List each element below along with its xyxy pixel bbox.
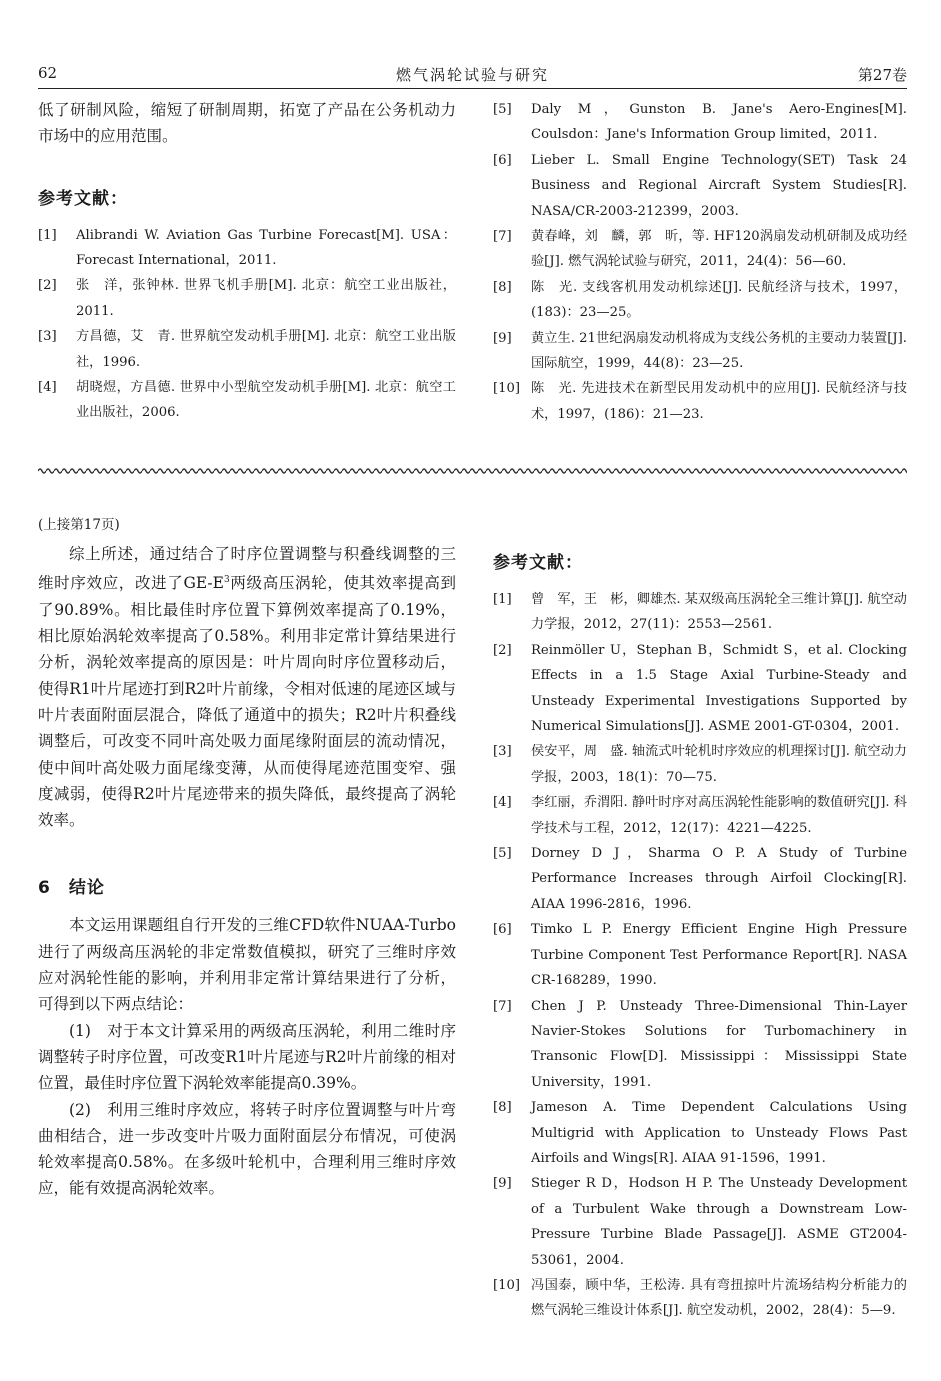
page-number: 62	[38, 64, 58, 82]
reference-item	[493, 224, 907, 275]
reference-number: [9]	[493, 1176, 512, 1192]
summary-text-a: 综上所述，通过结合了时序位置调整与积叠线调整的三维时序效应，改进了GE-E	[38, 545, 456, 593]
reference-number: [2]	[38, 278, 57, 294]
summary-paragraph	[38, 541, 456, 833]
reference-item	[493, 97, 907, 148]
reference-number: [4]	[38, 380, 57, 396]
reference-list-top-left	[38, 223, 456, 426]
references-title: 参考文献：	[38, 188, 128, 209]
reference-text: 曾 军，王 彬，卿雄杰. 某双级高压涡轮全三维计算[J]. 航空动力学报，2012，27(11)：2553—2561.	[531, 592, 907, 633]
reference-text: Alibrandi W. Aviation Gas Turbine Forecast[M]. USA：Forecast International，2011.	[76, 227, 456, 268]
reference-item	[493, 326, 907, 377]
continuation-paragraph: 低了研制风险，缩短了研制周期，拓宽了产品在公务机动力市场中的应用范围。	[38, 101, 456, 146]
reference-text: Stieger R D，Hodson H P. The Unsteady Development of a Turbulent Wake through a Downstream Low-Pressure Turbine Blade Passage[J]. ASME GT2004-53061，2004.	[531, 1176, 907, 1268]
reference-item	[493, 275, 907, 326]
reference-text: 冯国泰，顾中华，王松涛. 具有弯扭掠叶片流场结构分析能力的燃气涡轮三维设计体系[J]. 航空发动机，2002，28(4)：5—9.	[531, 1277, 907, 1319]
reference-number: [8]	[493, 279, 512, 295]
bottom-right-column	[493, 548, 907, 1324]
reference-item	[493, 587, 907, 638]
reference-item	[493, 1095, 907, 1171]
reference-item	[493, 148, 907, 224]
header-rule	[38, 88, 907, 89]
reference-number: [10]	[493, 381, 521, 397]
reference-item	[493, 638, 907, 740]
reference-item	[493, 1171, 907, 1273]
reference-text: 方昌德，艾 青. 世界航空发动机手册[M]. 北京：航空工业出版社，1996.	[76, 329, 456, 370]
section-title-conclusion: 6 结论	[38, 878, 105, 899]
reference-text: 陈 光. 先进技术在新型民用发动机中的应用[J]. 民航经济与技术，1997，(186)：21—23.	[531, 381, 907, 422]
reference-text: Reinmöller U，Stephan B，Schmidt S，et al. Clocking Effects in a 1.5 Stage Axial Turbine-Steady and Unsteady Experimental Investigations Supported by Numerical Simulations[J]. ASME 2001-GT-0304，2001.	[531, 642, 907, 735]
reference-number: [7]	[493, 229, 512, 245]
bottom-left-column	[38, 513, 456, 1202]
reference-text: Jameson A. Time Dependent Calculations Using Multigrid with Application to Unsteady Flows Past Airfoils and Wings[R]. AIAA 91-1596，1991.	[531, 1100, 907, 1166]
reference-number: [3]	[38, 329, 57, 345]
summary-text-b: 两级高压涡轮，使其效率提高到了90.89%。相比最佳时序位置下算例效率提高了0.19%，相比原始涡轮效率提高了0.58%。利用非定常计算结果进行分析，涡轮效率提高的原因是：叶片周向时序位置移动后，使得R1叶片尾迹打到R2叶片前缘，令相对低速的尾迹区域与叶片表面附面层混合，降低了通道中的损失；R2叶片积叠线调整后，可改变不同叶高处吸力面尾缘附面层的流动情况，使中间叶高处吸力面尾缘变薄，从而使得尾迹范围变窄、强度减弱，使得R2叶片尾迹带来的损失降低，最终提高了涡轮效率。	[38, 574, 456, 830]
reference-number: [8]	[493, 1100, 512, 1116]
running-header	[38, 64, 907, 86]
reference-text: 侯安平，周 盛. 轴流式叶轮机时序效应的机理探讨[J]. 航空动力学报，2003，18(1)：70—75.	[531, 744, 907, 785]
reference-item	[493, 994, 907, 1096]
reference-number: [2]	[493, 642, 512, 658]
reference-item	[493, 790, 907, 841]
reference-number: [6]	[493, 922, 512, 938]
reference-number: [6]	[493, 152, 512, 168]
reference-item	[38, 273, 456, 324]
conclusion-paragraph: 本文运用课题组自行开发的三维CFD软件NUAA-Turbo进行了两级高压涡轮的非定常数值模拟，研究了三维时序效应对涡轮性能的影响，并利用非定常计算结果进行了分析，可得到以下两点结论：	[38, 916, 456, 1014]
reference-number: [10]	[493, 1277, 521, 1293]
reference-list-top-right	[493, 97, 907, 427]
decorative-divider	[38, 466, 907, 476]
reference-number: [1]	[493, 592, 512, 607]
volume-label: 第27卷	[857, 66, 907, 84]
continuation-note: (上接第17页)	[38, 517, 120, 533]
reference-item	[493, 917, 907, 993]
reference-item	[493, 739, 907, 790]
reference-text: 胡晓煜，方昌德. 世界中小型航空发动机手册[M]. 北京：航空工业出版社，2006.	[76, 380, 456, 421]
reference-text: Timko L P. Energy Efficient Engine High Pressure Turbine Component Test Performance Report[R]. NASA CR-168289，1990.	[531, 922, 907, 989]
reference-text: Lieber L. Small Engine Technology(SET) Task 24 Business and Regional Aircraft System Studies[R]. NASA/CR-2003-212399，2003.	[531, 152, 907, 219]
reference-text: 张 洋，张钟林. 世界飞机手册[M]. 北京：航空工业出版社，2011.	[76, 278, 456, 319]
reference-number: [3]	[493, 744, 512, 760]
top-left-column	[38, 97, 456, 426]
conclusion-point-1: (1) 对于本文计算采用的两级高压涡轮，利用二维时序调整转子时序位置，可改变R1叶片尾迹与R2叶片前缘的相对位置，最佳时序位置下涡轮效率能提高0.39%。	[38, 1021, 456, 1093]
conclusion-point-2: (2) 利用三维时序效应，将转子时序位置调整与叶片弯曲相结合，进一步改变叶片吸力面附面层分布情况，可使涡轮效率提高0.58%。在多级叶轮机中，合理利用三维时序效应，能有效提高涡轮效率。	[38, 1100, 456, 1198]
reference-text: Daly M，Gunston B. Jane's Aero-Engines[M]. Coulsdon：Jane's Information Group limited，2011.	[531, 102, 907, 143]
reference-text: Chen J P. Unsteady Three-Dimensional Thin-Layer Navier-Stokes Solutions for Turbomachinery in Transonic Flow[D]. Mississippi：Mississippi State University，1991.	[531, 998, 907, 1090]
reference-text: 陈 光. 支线客机用发动机综述[J]. 民航经济与技术，1997，(183)：23—25。	[531, 279, 907, 321]
reference-number: [5]	[493, 846, 512, 862]
reference-item	[38, 223, 456, 274]
reference-number: [7]	[493, 998, 512, 1014]
reference-number: [5]	[493, 102, 512, 117]
reference-text: 黄立生. 21世纪涡扇发动机将成为支线公务机的主要动力装置[J]. 国际航空，1999，44(8)：23—25.	[531, 330, 907, 372]
reference-item	[493, 376, 907, 427]
reference-text: Dorney D J，Sharma O P. A Study of Turbine Performance Increases through Airfoil Clocking[R]. AIAA 1996-2816，1996.	[531, 846, 907, 912]
reference-number: [4]	[493, 795, 512, 811]
references-title: 参考文献：	[493, 553, 583, 573]
reference-number: [1]	[38, 227, 57, 243]
reference-number: [9]	[493, 330, 512, 346]
reference-item	[38, 375, 456, 426]
reference-list-bottom	[493, 587, 907, 1324]
reference-text: 黄春峰，刘 麟，郭 昕，等. HF120涡扇发动机研制及成功经验[J]. 燃气涡轮试验与研究，2011，24(4)：56—60.	[531, 229, 907, 270]
reference-item	[493, 841, 907, 917]
top-right-column	[493, 97, 907, 427]
reference-item	[493, 1273, 907, 1324]
reference-item	[38, 324, 456, 375]
reference-text: 李红丽，乔渭阳. 静叶时序对高压涡轮性能影响的数值研究[J]. 科学技术与工程，2012，12(17)：4221—4225.	[531, 795, 907, 836]
journal-title: 燃气涡轮试验与研究	[395, 66, 549, 84]
superscript: 3	[224, 575, 230, 586]
